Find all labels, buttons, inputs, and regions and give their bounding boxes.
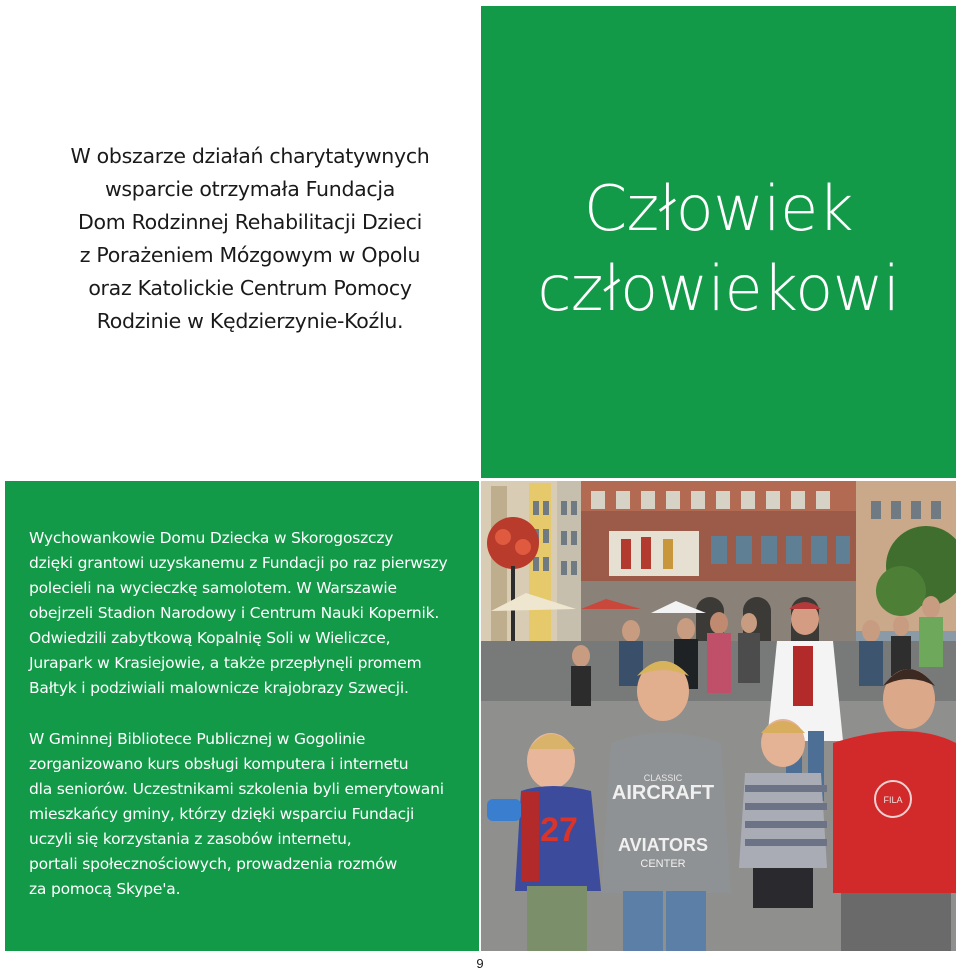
paragraph-line: obejrzeli Stadion Narodowy i Centrum Nauki Kopernik. xyxy=(29,604,440,622)
shirt-text-classic: CLASSIC xyxy=(643,773,683,783)
paragraph-line: Jurapark w Krasiejowie, a także przepłynęli promem xyxy=(29,654,422,672)
title-line-2: człowiekowi xyxy=(537,252,900,325)
intro-line: z Porażeniem Mózgowym w Opolu xyxy=(79,243,421,267)
shirt-text-center: CENTER xyxy=(640,858,686,870)
paragraph-line: dla seniorów. Uczestnikami szkolenia byli emerytowani xyxy=(29,780,444,798)
intro-line: wsparcie otrzymała Fundacja xyxy=(104,177,396,201)
title-line-1: Człowiek xyxy=(583,172,854,245)
paragraph-line: W Gminnej Bibliotece Publicznej w Gogolinie xyxy=(29,730,366,748)
body-panel xyxy=(5,481,479,951)
shirt-text-aviators: AVIATORS xyxy=(617,835,709,855)
paragraph-library xyxy=(29,727,444,902)
shirt-text-fila: FILA xyxy=(883,795,903,805)
intro-line: oraz Katolickie Centrum Pomocy xyxy=(88,276,412,300)
drink-bottle xyxy=(487,799,521,821)
page-number: 9 xyxy=(476,956,484,971)
intro-line: Dom Rodzinnej Rehabilitacji Dzieci xyxy=(78,210,422,234)
title-panel xyxy=(481,6,956,478)
paragraph-line: polecieli na wycieczkę samolotem. W Warszawie xyxy=(29,579,397,597)
intro-text xyxy=(40,140,460,338)
paragraph-line: mieszkańcy gminy, którzy dzięki wsparciu Fundacji xyxy=(29,805,415,823)
jersey-number: 27 xyxy=(540,811,578,849)
photo-illustration xyxy=(481,481,956,951)
intro-line: Rodzinie w Kędzierzynie-Koźlu. xyxy=(96,309,404,333)
paragraph-line: Bałtyk i podziwiali malownicze krajobrazy Szwecji. xyxy=(29,679,409,697)
paragraph-trip xyxy=(29,526,448,701)
paragraph-line: Odwiedzili zabytkową Kopalnię Soli w Wieliczce, xyxy=(29,629,391,647)
paragraph-line: zorganizowano kurs obsługi komputera i internetu xyxy=(29,755,409,773)
paragraph-line: portali społecznościowych, prowadzenia rozmów xyxy=(29,855,398,873)
intro-line: W obszarze działań charytatywnych xyxy=(70,144,430,168)
children-street-photo xyxy=(481,481,956,951)
paragraph-line: dzięki grantowi uzyskanemu z Fundacji po raz pierwszy xyxy=(29,554,448,572)
paragraph-line: za pomocą Skype'a. xyxy=(29,880,181,898)
flower-basket xyxy=(487,517,539,569)
paragraph-line: Wychowankowie Domu Dziecka w Skorogoszczy xyxy=(29,529,394,547)
shirt-text-aircraft: AIRCRAFT xyxy=(611,782,715,804)
paragraph-line: uczyli się korzystania z zasobów internetu, xyxy=(29,830,352,848)
